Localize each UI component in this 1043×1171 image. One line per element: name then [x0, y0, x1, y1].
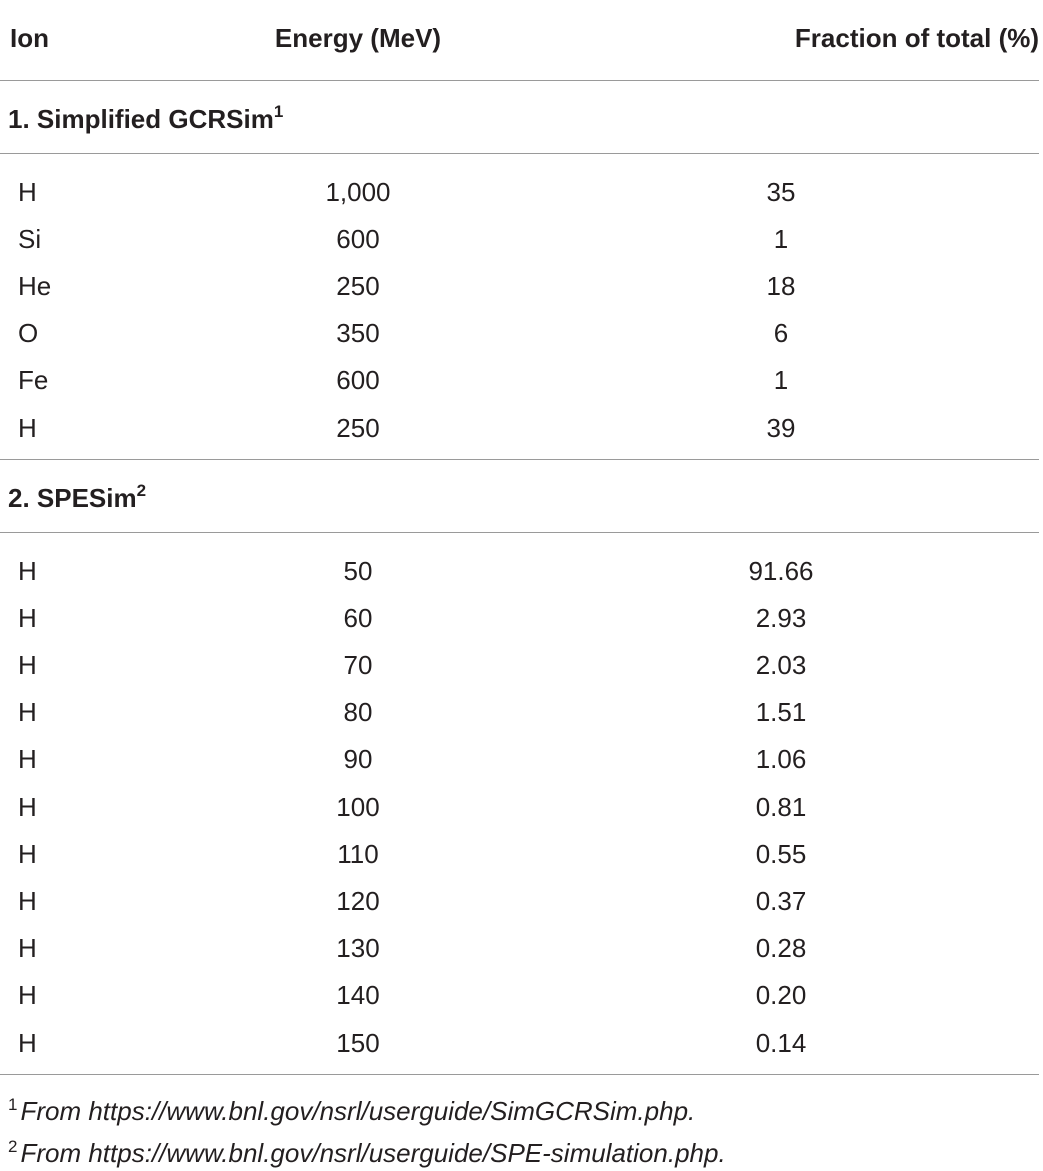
- footnote-2-mark: 2: [8, 1137, 18, 1156]
- footnote-2: [8, 1129, 726, 1171]
- cell-ion: H: [18, 886, 37, 917]
- table-row: [0, 972, 1039, 1019]
- cell-energy: 250: [336, 270, 380, 301]
- spacer-row: [0, 533, 1039, 548]
- table-row: [0, 547, 1039, 594]
- cell-fraction: 0.37: [755, 886, 807, 917]
- cell-ion: H: [18, 838, 37, 869]
- cell-ion: H: [18, 697, 37, 728]
- table-row: [0, 168, 1039, 215]
- cell-fraction: 1: [773, 223, 789, 254]
- table-row: [0, 310, 1039, 357]
- cell-energy: 70: [343, 650, 373, 681]
- cell-energy: 250: [336, 412, 380, 443]
- cell-ion: H: [18, 980, 37, 1011]
- header-fraction: Fraction of total (%): [523, 0, 1039, 81]
- cell-ion: H: [18, 1027, 37, 1058]
- section-title: [0, 460, 1039, 533]
- table-row: [0, 357, 1039, 404]
- footnotes: [8, 1087, 726, 1171]
- section-title-text: 1. Simplified GCRSim: [8, 103, 274, 134]
- cell-fraction: 0.28: [755, 933, 807, 964]
- table-row: [0, 1019, 1039, 1066]
- table-row: [0, 642, 1039, 689]
- cell-ion: H: [18, 791, 37, 822]
- footnote-1-mark: 1: [8, 1095, 18, 1114]
- cell-fraction: 0.14: [755, 1027, 807, 1058]
- spacer-row: [0, 451, 1039, 460]
- spacer-cell: [0, 154, 1039, 169]
- cell-fraction: 39: [766, 412, 796, 443]
- cell-ion: H: [18, 555, 37, 586]
- table-row: [0, 404, 1039, 451]
- spacer-row: [0, 154, 1039, 169]
- cell-ion: H: [18, 650, 37, 681]
- cell-energy: 100: [336, 791, 380, 822]
- table-row: [0, 877, 1039, 924]
- section-title-text: 2. SPESim: [8, 482, 137, 513]
- cell-fraction: 0.55: [755, 838, 807, 869]
- cell-energy: 150: [336, 1027, 380, 1058]
- cell-energy: 60: [343, 602, 373, 633]
- section-footnote-mark: 2: [136, 480, 147, 500]
- cell-fraction: 1.51: [755, 697, 807, 728]
- cell-ion: H: [18, 602, 37, 633]
- footnote-2-text: From https://www.bnl.gov/nsrl/userguide/SPE-simulation.php.: [20, 1138, 726, 1168]
- table-row: [0, 689, 1039, 736]
- cell-energy: 140: [336, 980, 380, 1011]
- cell-fraction: 0.20: [755, 980, 807, 1011]
- cell-energy: 50: [343, 555, 373, 586]
- cell-ion: He: [18, 270, 52, 301]
- footnote-1: [8, 1087, 726, 1129]
- spacer-row: [0, 1066, 1039, 1075]
- cell-fraction: 91.66: [748, 555, 814, 586]
- table-row: [0, 783, 1039, 830]
- cell-energy: 600: [336, 223, 380, 254]
- cell-fraction: 2.03: [755, 650, 807, 681]
- cell-ion: Si: [18, 223, 42, 254]
- spacer-cell: [0, 1066, 1039, 1075]
- cell-ion: H: [18, 412, 37, 443]
- cell-ion: Fe: [18, 365, 49, 396]
- cell-ion: H: [18, 744, 37, 775]
- cell-energy: 1,000: [325, 176, 391, 207]
- table-body: [0, 81, 1039, 1075]
- table-row: [0, 830, 1039, 877]
- cell-fraction: 0.81: [755, 791, 807, 822]
- cell-fraction: 18: [766, 270, 796, 301]
- section-row: [0, 81, 1039, 154]
- table-row: [0, 215, 1039, 262]
- section-row: [0, 460, 1039, 533]
- spacer-cell: [0, 533, 1039, 548]
- cell-energy: 110: [337, 838, 379, 869]
- cell-ion: H: [18, 176, 37, 207]
- cell-fraction: 6: [773, 318, 789, 349]
- cell-fraction: 1: [773, 365, 789, 396]
- table-row: [0, 262, 1039, 309]
- table-row: [0, 594, 1039, 641]
- table-row: [0, 736, 1039, 783]
- cell-energy: 600: [336, 365, 380, 396]
- cell-fraction: 1.06: [755, 744, 807, 775]
- footnote-1-text: From https://www.bnl.gov/nsrl/userguide/SimGCRSim.php.: [20, 1096, 696, 1126]
- cell-energy: 80: [343, 697, 373, 728]
- header-energy: Energy (MeV): [193, 0, 523, 81]
- section-footnote-mark: 1: [273, 101, 284, 121]
- cell-energy: 120: [336, 886, 380, 917]
- cell-energy: 130: [336, 933, 380, 964]
- cell-ion: O: [18, 318, 39, 349]
- cell-energy: 350: [336, 318, 380, 349]
- spacer-cell: [0, 451, 1039, 460]
- cell-fraction: 35: [766, 176, 796, 207]
- header-ion: Ion: [0, 0, 193, 81]
- header-row: [0, 0, 1039, 81]
- table-row: [0, 925, 1039, 972]
- cell-ion: H: [18, 933, 37, 964]
- section-title: [0, 81, 1039, 154]
- cell-energy: 90: [343, 744, 373, 775]
- cell-fraction: 2.93: [755, 602, 807, 633]
